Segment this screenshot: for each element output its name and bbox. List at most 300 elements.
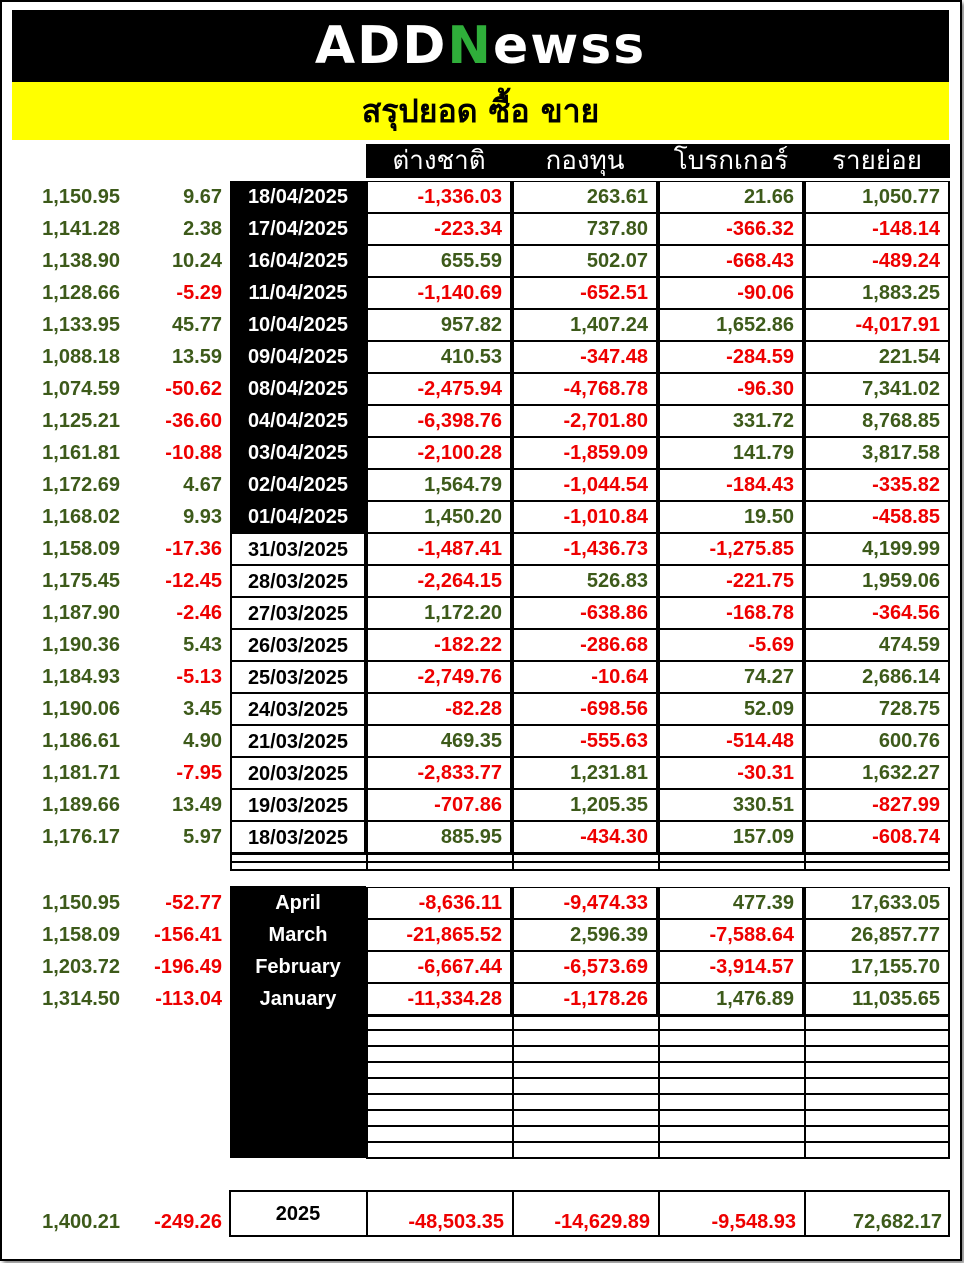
cell-value: 1,172.20 <box>424 602 502 624</box>
value-cell <box>512 757 658 789</box>
value-cell <box>658 725 804 757</box>
trade-date: 28/03/2025 <box>230 565 366 597</box>
cell-value: 3,817.58 <box>862 442 940 464</box>
cell-value: 655.59 <box>440 250 502 272</box>
index-change: 13.49 <box>171 794 222 816</box>
header-foreign: ต่างชาติ <box>392 146 486 176</box>
value-cell <box>804 373 950 405</box>
value-cell <box>512 341 658 373</box>
cell-value: -6,667.44 <box>417 956 502 978</box>
cell-value: -223.34 <box>434 218 502 240</box>
index-value: 1,088.18 <box>42 346 120 368</box>
cell-value: -2,264.15 <box>417 570 502 592</box>
month-value-cell <box>804 887 950 919</box>
value-cell <box>804 245 950 277</box>
value-cell <box>366 469 512 501</box>
cell-value: -9,474.33 <box>563 892 648 914</box>
month-value-cell <box>366 951 512 983</box>
value-cell <box>366 405 512 437</box>
header-fund: กองทุน <box>545 146 625 176</box>
empty-row-line <box>230 853 950 855</box>
cell-value: 737.80 <box>586 218 648 240</box>
index-value: 1,168.02 <box>42 506 120 528</box>
month-value-cell <box>512 919 658 951</box>
cell-value: -2,833.77 <box>417 762 502 784</box>
value-cell <box>658 277 804 309</box>
cell-value: 728.75 <box>878 698 940 720</box>
cell-value: -366.32 <box>726 218 794 240</box>
trade-date: 02/04/2025 <box>230 469 366 501</box>
trade-date: 18/03/2025 <box>230 821 366 853</box>
cell-value: 331.72 <box>732 410 794 432</box>
index-change: 9.67 <box>183 186 222 208</box>
cell-value: -82.28 <box>445 698 502 720</box>
cell-value: 1,564.79 <box>424 474 502 496</box>
cell-value: -148.14 <box>872 218 940 240</box>
index-value: 1,187.90 <box>42 602 120 624</box>
cell-value: 502.07 <box>586 250 648 272</box>
month-value-cell <box>804 983 950 1015</box>
empty-row-line <box>230 869 950 871</box>
value-cell <box>366 437 512 469</box>
value-cell <box>512 213 658 245</box>
cell-value: 474.59 <box>878 634 940 656</box>
cell-value: 52.09 <box>743 698 794 720</box>
month-value-cell <box>804 919 950 951</box>
index-change: 4.90 <box>183 730 222 752</box>
cell-value: -221.75 <box>726 570 794 592</box>
cell-value: 1,231.81 <box>570 762 648 784</box>
value-cell <box>366 245 512 277</box>
month-label: January <box>259 988 337 1010</box>
value-cell <box>366 341 512 373</box>
value-cell <box>658 661 804 693</box>
value-cell <box>366 661 512 693</box>
header-broker: โบรกเกอร์ <box>673 146 789 176</box>
cell-value: -1,140.69 <box>417 282 502 304</box>
cell-value: -335.82 <box>872 474 940 496</box>
cell-value: -364.56 <box>872 602 940 624</box>
trade-date: 21/03/2025 <box>230 725 366 757</box>
value-cell <box>658 213 804 245</box>
cell-value: 477.39 <box>732 892 794 914</box>
cell-value: -1,044.54 <box>563 474 648 496</box>
month-value-cell <box>658 951 804 983</box>
value-cell <box>658 533 804 565</box>
trade-date: 24/03/2025 <box>230 693 366 725</box>
value-cell <box>366 213 512 245</box>
cell-value: -458.85 <box>872 506 940 528</box>
value-cell <box>804 565 950 597</box>
value-cell <box>512 725 658 757</box>
value-cell <box>512 437 658 469</box>
empty-row-divider <box>230 853 232 871</box>
cell-value: -668.43 <box>726 250 794 272</box>
index-value: 1,074.59 <box>42 378 120 400</box>
value-cell <box>804 213 950 245</box>
month-index-change: -113.04 <box>155 988 222 1010</box>
cell-value: 74.27 <box>743 666 794 688</box>
trade-date: 31/03/2025 <box>230 533 366 565</box>
index-value: 1,172.69 <box>42 474 120 496</box>
value-cell <box>512 405 658 437</box>
empty-row-divider <box>948 1015 950 1158</box>
value-cell <box>366 629 512 661</box>
empty-row-divider <box>366 853 368 871</box>
index-value: 1,190.06 <box>42 698 120 720</box>
index-change: -12.45 <box>165 570 222 592</box>
cell-value: 4,199.99 <box>862 538 940 560</box>
cell-value: 1,050.77 <box>862 186 940 208</box>
index-value: 1,190.36 <box>42 634 120 656</box>
value-cell <box>804 693 950 725</box>
year-value: -48,503.35 <box>408 1211 504 1233</box>
cell-value: -2,475.94 <box>417 378 502 400</box>
index-value: 1,186.61 <box>42 730 120 752</box>
index-change: -5.13 <box>176 666 222 688</box>
index-value: 1,141.28 <box>42 218 120 240</box>
value-cell <box>804 661 950 693</box>
value-cell <box>512 565 658 597</box>
month-index-value: 1,150.95 <box>42 892 120 914</box>
trade-date: 10/04/2025 <box>230 309 366 341</box>
cell-value: 19.50 <box>743 506 794 528</box>
index-change: 13.59 <box>171 346 222 368</box>
value-cell <box>804 181 950 213</box>
index-change: -50.62 <box>165 378 222 400</box>
index-change: 3.45 <box>183 698 222 720</box>
cell-value: -347.48 <box>580 346 648 368</box>
trade-date: 25/03/2025 <box>230 661 366 693</box>
cell-value: 526.83 <box>586 570 648 592</box>
value-cell <box>658 405 804 437</box>
value-cell <box>366 821 512 853</box>
value-cell <box>658 469 804 501</box>
cell-value: -168.78 <box>726 602 794 624</box>
cell-value: -434.30 <box>580 826 648 848</box>
cell-value: -638.86 <box>580 602 648 624</box>
trade-date: 16/04/2025 <box>230 245 366 277</box>
index-change: 4.67 <box>183 474 222 496</box>
value-cell <box>512 373 658 405</box>
cell-value: -286.68 <box>580 634 648 656</box>
index-change: -36.60 <box>165 410 222 432</box>
value-cell <box>366 757 512 789</box>
cell-value: -284.59 <box>726 346 794 368</box>
month-label: April <box>275 892 321 914</box>
cell-value: 21.66 <box>743 186 794 208</box>
column-header-bar <box>366 144 950 178</box>
cell-value: -5.69 <box>748 634 794 656</box>
month-value-cell <box>366 887 512 919</box>
index-value: 1,150.95 <box>42 186 120 208</box>
cell-value: 17,155.70 <box>851 956 940 978</box>
month-value-cell <box>366 983 512 1015</box>
index-change: -7.95 <box>176 762 222 784</box>
index-value: 1,158.09 <box>42 538 120 560</box>
value-cell <box>658 757 804 789</box>
cell-value: -1,178.26 <box>563 988 648 1010</box>
value-cell <box>512 661 658 693</box>
month-value-cell <box>512 951 658 983</box>
trade-date: 04/04/2025 <box>230 405 366 437</box>
cell-value: -3,914.57 <box>709 956 794 978</box>
cell-value: -1,859.09 <box>563 442 648 464</box>
cell-value: 17,633.05 <box>851 892 940 914</box>
year-index-change: -249.26 <box>154 1211 222 1233</box>
month-index-change: -156.41 <box>154 924 222 946</box>
cell-value: 263.61 <box>586 186 648 208</box>
month-value-cell <box>512 887 658 919</box>
index-change: -10.88 <box>165 442 222 464</box>
cell-value: -4,768.78 <box>563 378 648 400</box>
month-value-cell <box>512 983 658 1015</box>
value-cell <box>366 277 512 309</box>
logo-banner <box>12 10 949 82</box>
value-cell <box>658 597 804 629</box>
value-cell <box>366 693 512 725</box>
value-cell <box>658 373 804 405</box>
cell-value: -489.24 <box>872 250 940 272</box>
value-cell <box>512 821 658 853</box>
value-cell <box>512 629 658 661</box>
cell-value: 1,476.89 <box>716 988 794 1010</box>
value-cell <box>512 245 658 277</box>
index-change: 5.43 <box>183 634 222 656</box>
cell-value: -2,749.76 <box>417 666 502 688</box>
cell-value: -698.56 <box>580 698 648 720</box>
index-change: 9.93 <box>183 506 222 528</box>
value-cell <box>366 181 512 213</box>
month-value-cell <box>658 983 804 1015</box>
cell-value: -1,436.73 <box>563 538 648 560</box>
value-cell <box>804 309 950 341</box>
cell-value: 1,205.35 <box>570 794 648 816</box>
cell-value: -4,017.91 <box>855 314 940 336</box>
empty-row-divider <box>366 1015 368 1158</box>
index-change: 2.38 <box>183 218 222 240</box>
value-cell <box>366 309 512 341</box>
value-cell <box>366 597 512 629</box>
index-change: 5.97 <box>183 826 222 848</box>
value-cell <box>658 565 804 597</box>
cell-value: 1,450.20 <box>424 506 502 528</box>
index-change: -2.46 <box>176 602 222 624</box>
empty-row-line <box>230 861 950 863</box>
value-cell <box>512 469 658 501</box>
cell-value: -11,334.28 <box>407 988 502 1010</box>
empty-row-divider <box>804 853 806 871</box>
trade-date: 08/04/2025 <box>230 373 366 405</box>
cell-value: -6,573.69 <box>563 956 648 978</box>
cell-value: 410.53 <box>440 346 502 368</box>
cell-value: -90.06 <box>737 282 794 304</box>
value-cell <box>366 533 512 565</box>
index-value: 1,128.66 <box>42 282 120 304</box>
trade-date: 09/04/2025 <box>230 341 366 373</box>
empty-row-divider <box>658 853 660 871</box>
trade-date: 20/03/2025 <box>230 757 366 789</box>
value-cell <box>804 469 950 501</box>
value-cell <box>804 757 950 789</box>
trade-date: 11/04/2025 <box>230 277 366 309</box>
cell-value: -1,336.03 <box>417 186 502 208</box>
cell-value: -2,100.28 <box>417 442 502 464</box>
value-cell <box>512 277 658 309</box>
cell-value: -514.48 <box>726 730 794 752</box>
month-label: March <box>268 924 328 946</box>
value-cell <box>366 565 512 597</box>
month-index-value: 1,314.50 <box>42 988 120 1010</box>
value-cell <box>804 501 950 533</box>
value-cell <box>804 405 950 437</box>
cell-value: 2,686.14 <box>862 666 940 688</box>
trade-date: 19/03/2025 <box>230 789 366 821</box>
year-label: 2025 <box>275 1203 321 1225</box>
month-value-cell <box>804 951 950 983</box>
value-cell <box>512 309 658 341</box>
cell-value: 1,407.24 <box>570 314 648 336</box>
cell-value: 1,883.25 <box>862 282 940 304</box>
value-cell <box>804 437 950 469</box>
value-cell <box>512 181 658 213</box>
value-cell <box>658 501 804 533</box>
value-cell <box>658 693 804 725</box>
index-value: 1,176.17 <box>42 826 120 848</box>
cell-value: -184.43 <box>726 474 794 496</box>
index-value: 1,181.71 <box>42 762 120 784</box>
index-change: -5.29 <box>176 282 222 304</box>
cell-value: -608.74 <box>872 826 940 848</box>
year-value: -14,629.89 <box>554 1211 650 1233</box>
value-cell <box>512 501 658 533</box>
cell-value: 26,857.77 <box>851 924 940 946</box>
cell-value: 2,596.39 <box>570 924 648 946</box>
index-value: 1,138.90 <box>42 250 120 272</box>
value-cell <box>804 789 950 821</box>
trade-date: 27/03/2025 <box>230 597 366 629</box>
index-value: 1,161.81 <box>42 442 120 464</box>
value-cell <box>804 597 950 629</box>
cell-value: -96.30 <box>737 378 794 400</box>
value-cell <box>804 629 950 661</box>
cell-value: 7,341.02 <box>862 378 940 400</box>
cell-value: -1,275.85 <box>709 538 794 560</box>
value-cell <box>366 789 512 821</box>
addnewss-logo: ADDNewss <box>314 16 647 76</box>
empty-row-divider <box>804 1015 806 1158</box>
value-cell <box>366 501 512 533</box>
value-cell <box>658 789 804 821</box>
index-change: 10.24 <box>171 250 222 272</box>
month-index-change: -52.77 <box>165 892 222 914</box>
index-change: -17.36 <box>165 538 222 560</box>
cell-value: -652.51 <box>580 282 648 304</box>
cell-value: 11,035.65 <box>852 988 940 1010</box>
empty-row-divider <box>512 1015 514 1158</box>
month-index-value: 1,203.72 <box>42 956 120 978</box>
cell-value: 600.76 <box>878 730 940 752</box>
index-value: 1,189.66 <box>42 794 120 816</box>
value-cell <box>804 277 950 309</box>
index-value: 1,184.93 <box>42 666 120 688</box>
trade-date: 03/04/2025 <box>230 437 366 469</box>
cell-value: -7,588.64 <box>709 924 794 946</box>
cell-value: -182.22 <box>434 634 502 656</box>
cell-value: 957.82 <box>440 314 502 336</box>
cell-value: 1,632.27 <box>862 762 940 784</box>
cell-value: -21,865.52 <box>406 924 502 946</box>
cell-value: -10.64 <box>591 666 648 688</box>
cell-value: -2,701.80 <box>563 410 648 432</box>
cell-value: 1,652.86 <box>716 314 794 336</box>
year-index-value: 1,400.21 <box>42 1211 120 1233</box>
value-cell <box>366 373 512 405</box>
month-index-value: 1,158.09 <box>42 924 120 946</box>
index-value: 1,133.95 <box>42 314 120 336</box>
index-value: 1,125.21 <box>42 410 120 432</box>
trade-date: 18/04/2025 <box>230 181 366 213</box>
value-cell <box>658 821 804 853</box>
cell-value: 1,959.06 <box>862 570 940 592</box>
cell-value: -1,010.84 <box>563 506 648 528</box>
value-cell <box>658 341 804 373</box>
cell-value: 885.95 <box>440 826 502 848</box>
value-cell <box>658 437 804 469</box>
value-cell <box>512 597 658 629</box>
cell-value: 8,768.85 <box>862 410 940 432</box>
page-title: สรุปยอด ซื้อ ขาย <box>12 82 949 140</box>
cell-value: -1,487.41 <box>417 538 502 560</box>
value-cell <box>804 821 950 853</box>
value-cell <box>658 309 804 341</box>
value-cell <box>804 341 950 373</box>
trade-date: 26/03/2025 <box>230 629 366 661</box>
cell-value: -827.99 <box>872 794 940 816</box>
value-cell <box>658 629 804 661</box>
value-cell <box>804 533 950 565</box>
month-value-cell <box>366 919 512 951</box>
empty-row-divider <box>512 853 514 871</box>
value-cell <box>804 725 950 757</box>
month-value-cell <box>658 919 804 951</box>
trade-date: 17/04/2025 <box>230 213 366 245</box>
header-retail: รายย่อย <box>832 146 922 176</box>
cell-value: 141.79 <box>732 442 794 464</box>
value-cell <box>512 789 658 821</box>
cell-value: 330.51 <box>732 794 794 816</box>
index-change: 45.77 <box>171 314 222 336</box>
empty-row-divider <box>948 853 950 871</box>
year-value: 72,682.17 <box>853 1211 942 1233</box>
value-cell <box>512 533 658 565</box>
value-cell <box>658 245 804 277</box>
cell-value: 469.35 <box>440 730 502 752</box>
month-label: February <box>255 956 341 978</box>
index-value: 1,175.45 <box>42 570 120 592</box>
month-value-cell <box>658 887 804 919</box>
value-cell <box>512 693 658 725</box>
cell-value: -6,398.76 <box>417 410 502 432</box>
trade-date: 01/04/2025 <box>230 501 366 533</box>
empty-row-divider <box>658 1015 660 1158</box>
month-index-change: -196.49 <box>154 956 222 978</box>
cell-value: -707.86 <box>434 794 502 816</box>
cell-value: -555.63 <box>580 730 648 752</box>
cell-value: -30.31 <box>737 762 794 784</box>
cell-value: 157.09 <box>732 826 794 848</box>
cell-value: -8,636.11 <box>418 892 502 914</box>
